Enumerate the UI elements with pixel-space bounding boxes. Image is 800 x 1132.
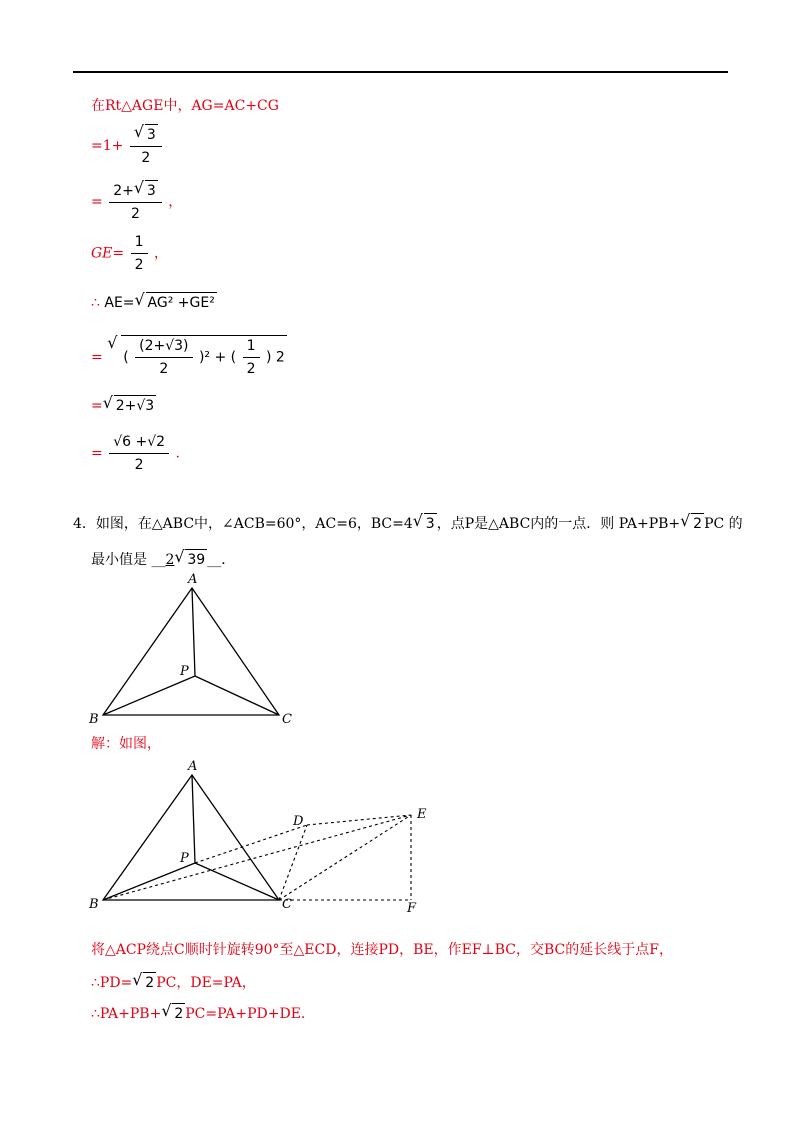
label-p: P [180, 664, 189, 679]
sqrt-sign: √ AG² +GE² [135, 292, 217, 313]
label-a: A [188, 759, 198, 774]
segment-pa [192, 588, 195, 676]
solution-heading: 解：如图， [91, 736, 161, 752]
segment-pd [195, 825, 307, 863]
segment-de [307, 815, 411, 825]
label-a: A [188, 572, 198, 587]
line-ag-value: =1+ √ $\frac{3}{2}$ [91, 124, 164, 168]
segment-pa [192, 775, 195, 863]
line-ge-value: GE= $\frac{1}{2}$ ， [91, 234, 168, 273]
label-e: E [417, 807, 427, 822]
segment-be [103, 815, 411, 900]
fraction: $\frac{2+√ 3}{2}$ [109, 180, 162, 224]
label-p: P [180, 851, 189, 866]
solution-step-3: ∴PA+PB+√ 2 PC=PA+PD+DE． [91, 1003, 315, 1024]
solution-step-2: ∴PD=√ 2 PC，DE=PA， [91, 972, 256, 993]
header-rule [73, 71, 728, 73]
label-c: C [282, 712, 292, 727]
label-f: F [407, 901, 417, 915]
line-ae-final: = $\frac{√6 +√2}{2}$ . [91, 434, 180, 473]
segment-cd [279, 825, 307, 900]
label-b: B [89, 712, 99, 727]
line-ag-simplified: = $\frac{2+√ 3}{2}$ ， [91, 180, 182, 224]
figure-2 [85, 755, 445, 915]
triangle-abc [103, 588, 279, 715]
solution-step-1: 将△ACP绕点C顺时针旋转90°至△ECD，连接PD，BE，作EF⊥BC，交BC的延长线于点F， [91, 942, 673, 958]
line-ae-root: =√ 2+√3 [91, 395, 156, 416]
label-d: D [293, 814, 304, 829]
line-ae-formula: ∴ AE=√ AG² +GE² [91, 292, 217, 313]
line-ae-substitution: = √ ( $\frac{(2+√3)}{2}$ )² + ( $\frac{1}{2}$ ) 2 [91, 335, 287, 379]
fraction: $\frac{√6 +√2}{2}$ [109, 432, 169, 475]
triangle-abc [103, 775, 279, 900]
line-rt-triangle: 在Rt△AGE中，AG=AC+CG [91, 98, 279, 114]
question-4-text: 4．如图，在△ABC中，∠ACB=60°，AC=6，BC=4√ 3 ，点P是△ABC内的一点．则 PA+PB+√ 2 PC 的 [73, 513, 743, 534]
label-c: C [282, 897, 292, 912]
figure-1 [85, 568, 305, 728]
fraction: √ $\frac{3}{2}$ [130, 124, 162, 168]
question-4-answer-line: 最小值是 __2√ 39 __． [91, 549, 235, 570]
fraction: $\frac{1}{2}$ [131, 232, 148, 275]
label-b: B [89, 897, 99, 912]
